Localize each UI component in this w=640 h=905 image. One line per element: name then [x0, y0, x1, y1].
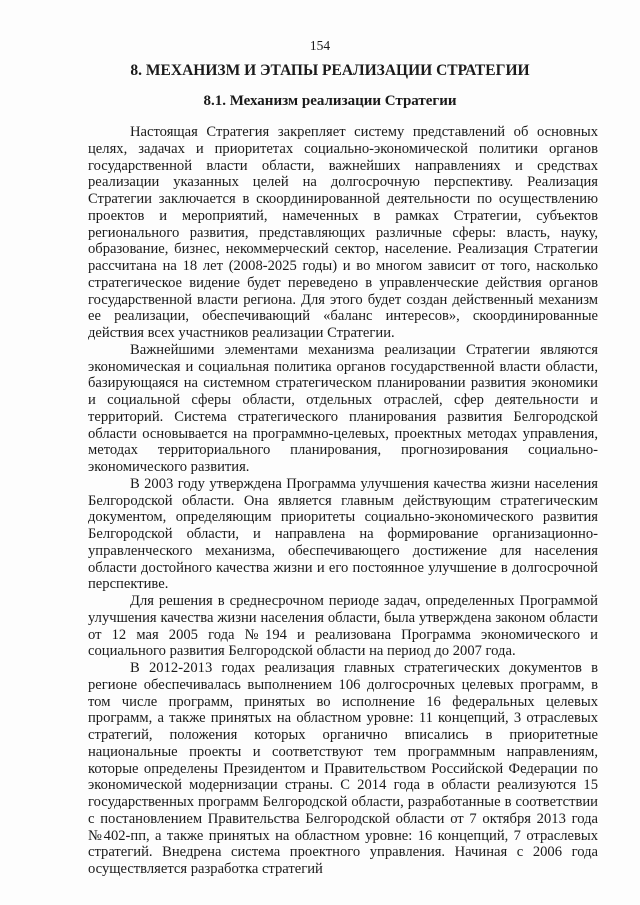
chapter-title: 8. МЕХАНИЗМ И ЭТАПЫ РЕАЛИЗАЦИИ СТРАТЕГИИ: [130, 62, 530, 79]
section-title: 8.1. Механизм реализации Стратегии: [203, 93, 457, 109]
paragraph: В 2012-2013 годах реализация главных стратегических документов в регионе обеспечивалась выполнением 106 долгосрочных целевых программ, в том числе программ, принятых во исполнение 16 федеральных целевых программ, а также принятых на областном уровне: 11 концепций, 3 отраслевых стратегий, положения которых органично вписались в приоритетные национальные проекты и соответствуют тем программным направлениям, которые определены Президентом и Правительством Российской Федерации по экономической модернизации страны. С 2014 года в области реализуются 15 государственных программ Белгородской области, разработанные в соответствии с постановлением Правительства Белгородской области от 7 октября 2013 года №402-пп, а также принятых на областном уровне: 16 концепций, 7 отраслевых стратегий. Внедрена система проектного управления. Начиная с 2006 года осуществляется разработка стратегий: [88, 660, 598, 877]
paragraph: Важнейшими элементами механизма реализации Стратегии являются экономическая и социальная политика органов государственной власти области, базирующаяся на системном стратегическом планировании развития экономики и социальной сферы области, отдельных отраслей, сфер деятельности и территорий. Система стратегического планирования развития Белгородской области основывается на программно-целевых, проектных методах управления, методах территориального планирования, прогнозирования социально-экономического развития.: [88, 341, 598, 475]
paragraph: Для решения в среднесрочном периоде задач, определенных Программой улучшения качества жизни населения области, была утверждена законом области от 12 мая 2005 года №194 и реализована Программа экономического и социального развития Белгородской области на период до 2007 года.: [88, 593, 598, 660]
paragraph: Настоящая Стратегия закрепляет систему представлений об основных целях, задачах и приоритетах социально-экономической политики органов государственной власти области, важнейших направлениях и средствах реализации указанных целей на долгосрочную перспективу. Реализация Стратегии заключается в скоординированной деятельности по осуществлению проектов и мероприятий, намеченных в рамках Стратегии, субъектов регионального развития, представляющих различные сферы: власть, науку, образование, бизнес, некоммерческий сектор, население. Реализация Стратегии рассчитана на 18 лет (2008-2025 годы) и во многом зависит от того, насколько стратегическое видение будет переведено в управленческие действия органов государственной власти региона. Для этого будет создан действенный механизм ее реализации, обеспечивающий «баланс интересов», скоординированные действия всех участников реализации Стратегии.: [88, 124, 598, 341]
page-number: 154: [309, 38, 331, 53]
body-text: [88, 124, 598, 878]
paragraph: В 2003 году утверждена Программа улучшения качества жизни населения Белгородской области. Она является главным действующим стратегическим документом, определяющим приоритеты социально-экономического развития Белгородской области, и направлена на формирование организационно-управленческого механизма, обеспечивающего достижение для населения области достойного качества жизни и его постоянное улучшение в долгосрочной перспективе.: [88, 475, 598, 593]
